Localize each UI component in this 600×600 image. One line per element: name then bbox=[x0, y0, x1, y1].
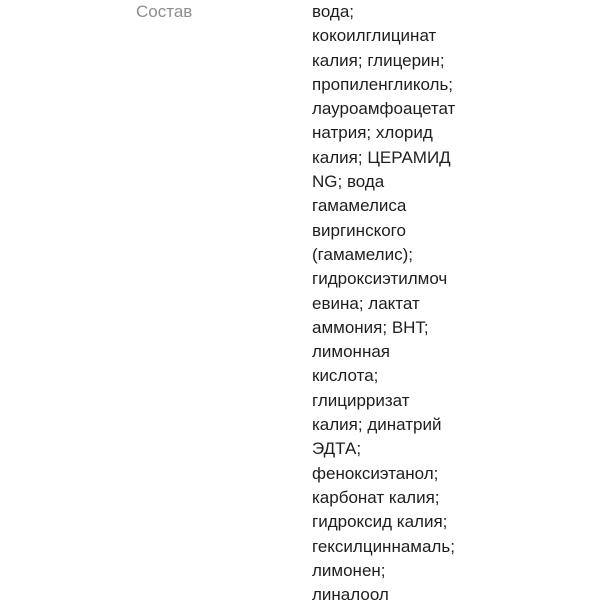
composition-line: кокоилглицинат bbox=[312, 26, 437, 46]
composition-line: кислота; bbox=[312, 366, 379, 386]
composition-line: лауроамфоацетат bbox=[312, 99, 456, 119]
composition-line: калия; динатрий bbox=[312, 415, 442, 435]
composition-line: NG; вода bbox=[312, 172, 385, 192]
composition-line: глицирризат bbox=[312, 390, 410, 410]
composition-line: вода; bbox=[312, 2, 355, 21]
composition-line: гамамелиса bbox=[312, 196, 407, 216]
composition-line: пропиленгликоль; bbox=[312, 74, 454, 94]
composition-line: линалоол bbox=[312, 585, 389, 600]
composition-line: натрия; хлорид bbox=[312, 123, 433, 143]
composition-line: лимонная bbox=[312, 342, 390, 362]
composition-line: карбонат калия; bbox=[312, 487, 440, 507]
composition-line: виргинского bbox=[312, 220, 406, 240]
composition-line: аммония; BHT; bbox=[312, 317, 429, 337]
composition-line: ЭДТА; bbox=[312, 439, 362, 459]
composition-line: калия; ЦЕРАМИД bbox=[312, 147, 451, 167]
composition-line: лимонен; bbox=[312, 560, 386, 580]
composition-line: (гамамелис); bbox=[312, 244, 413, 264]
composition-line: гидроксид калия; bbox=[312, 512, 448, 532]
composition-line: евина; лактат bbox=[312, 293, 420, 313]
composition-value bbox=[312, 0, 480, 600]
composition-line: гексилциннамаль; bbox=[312, 536, 455, 556]
composition-line: калия; глицерин; bbox=[312, 50, 445, 70]
composition-label: Состав bbox=[136, 2, 193, 21]
composition-line: гидроксиэтилмоч bbox=[312, 269, 448, 289]
composition-line: феноксиэтанол; bbox=[312, 463, 439, 483]
